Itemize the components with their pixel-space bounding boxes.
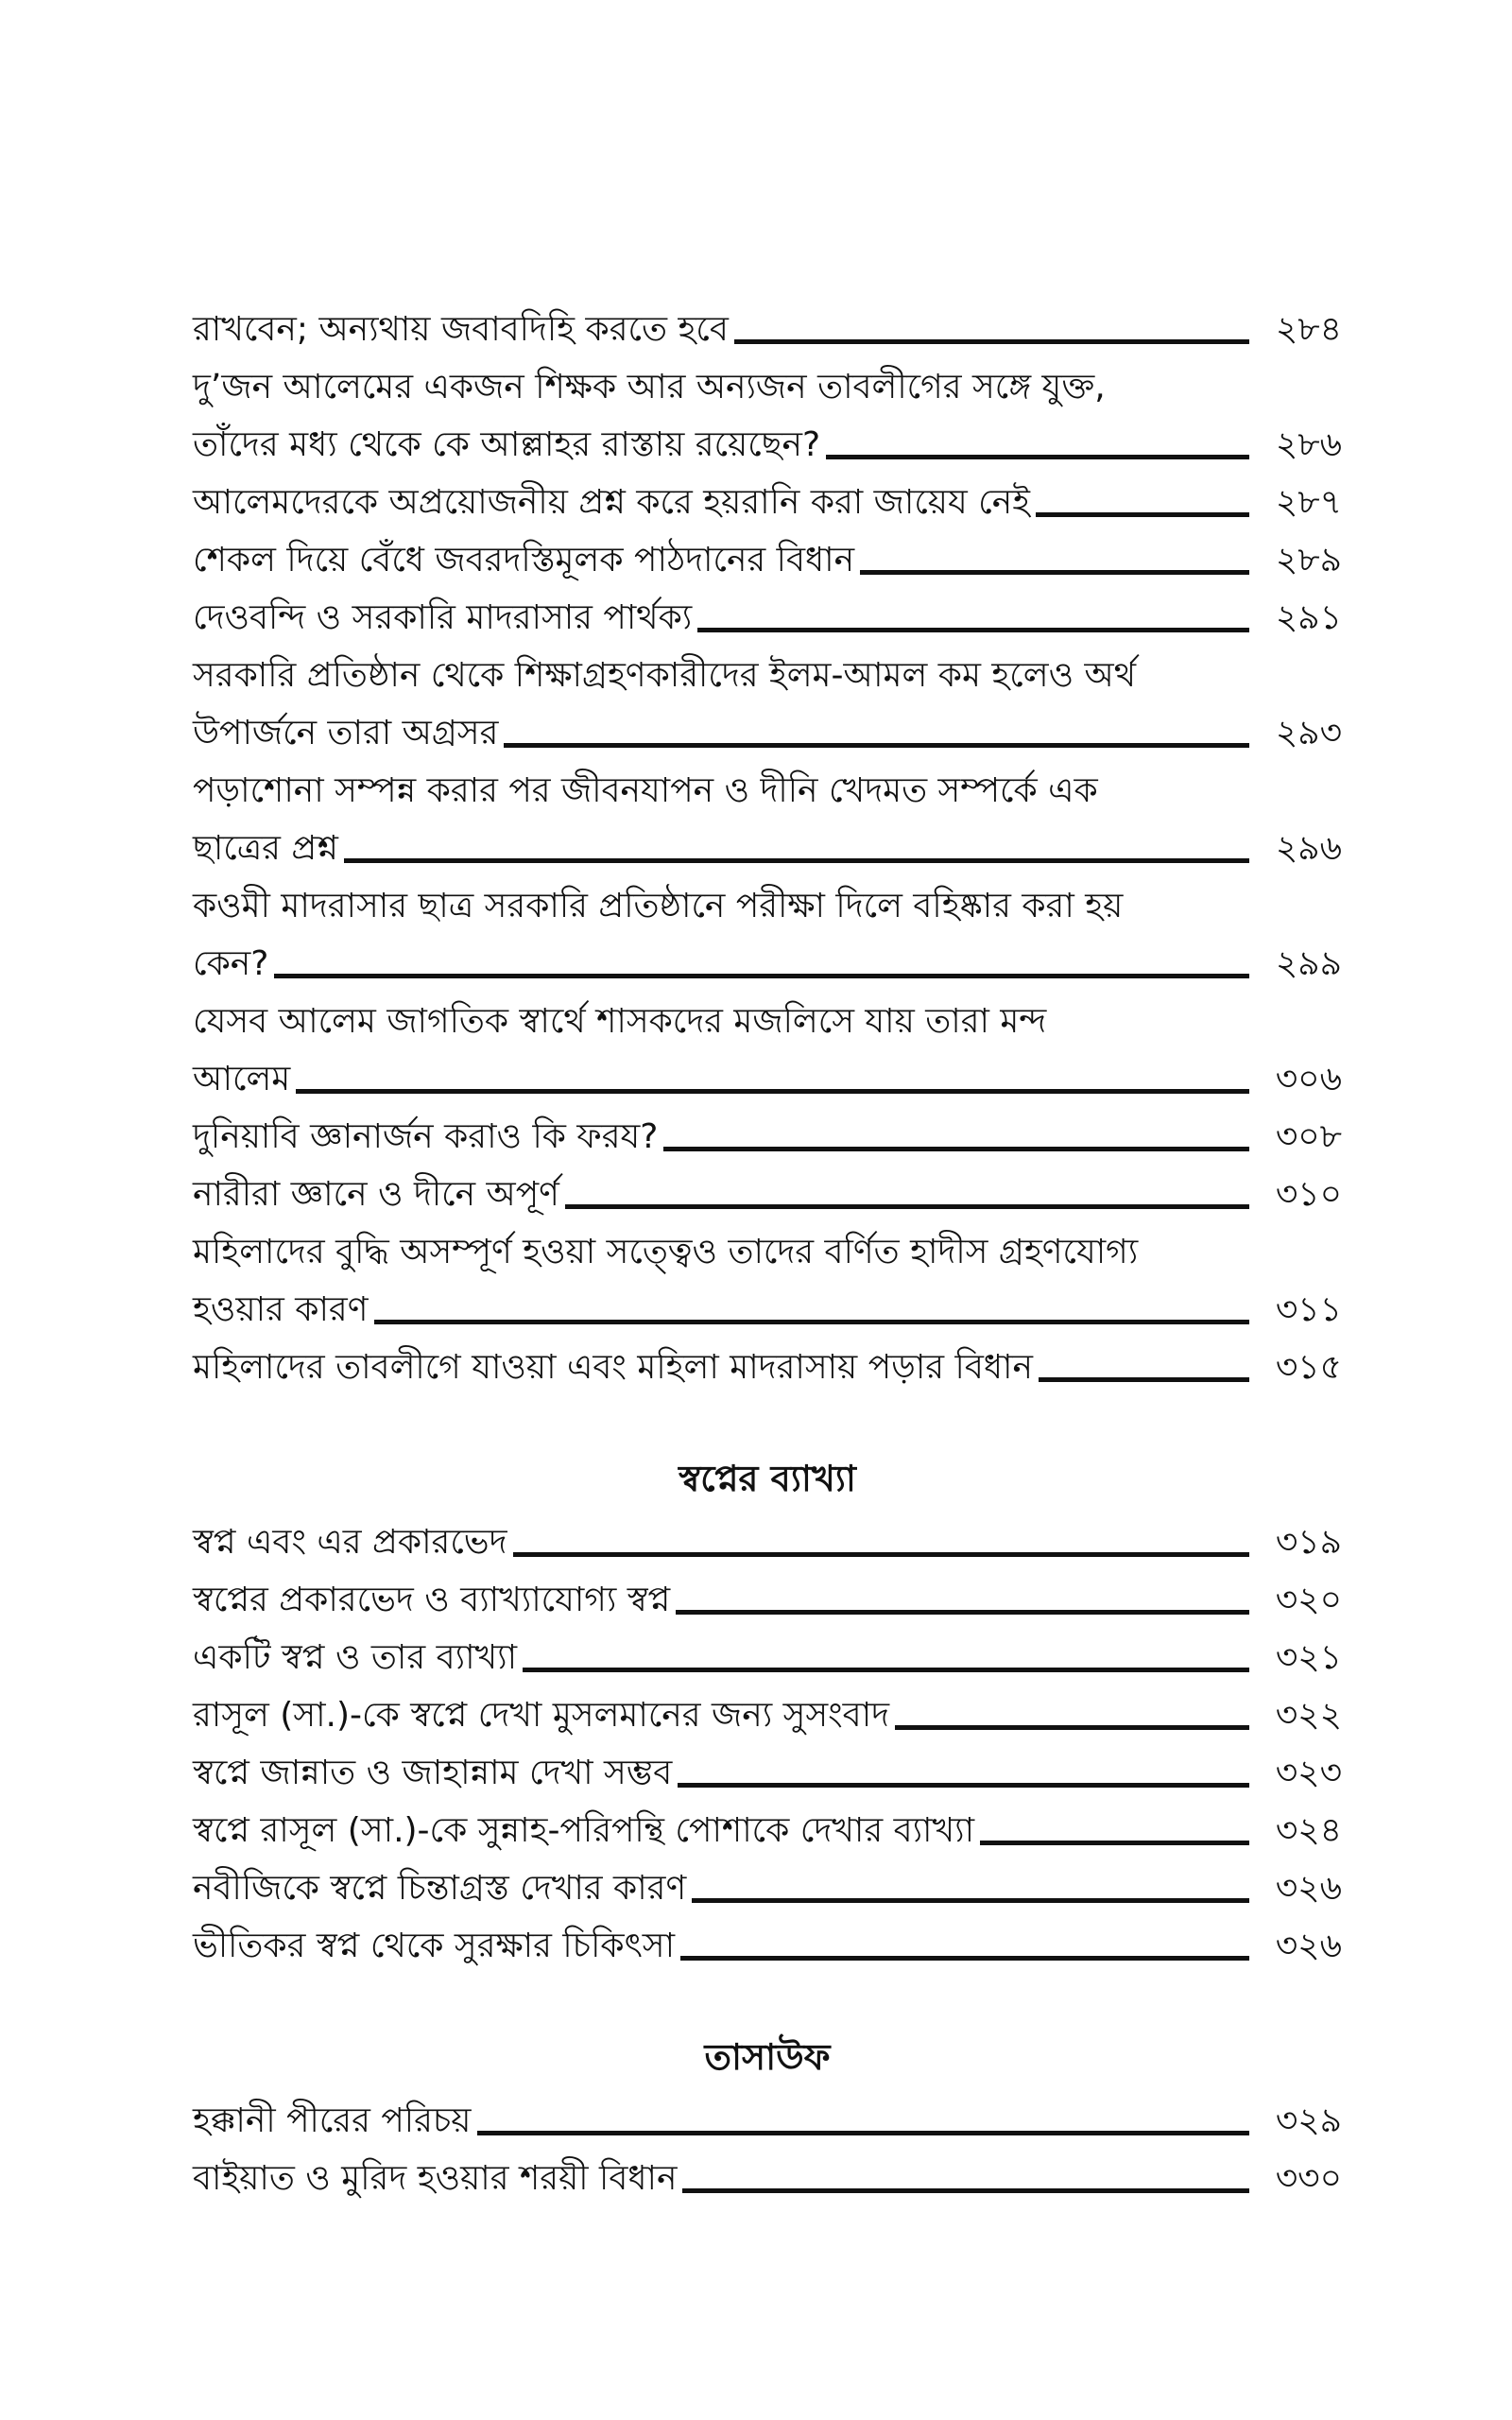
toc-entry-line <box>193 993 1342 1050</box>
page-number: ২৮৭ <box>1275 483 1342 522</box>
leader-line <box>477 2131 1249 2135</box>
leader-line <box>826 455 1249 459</box>
toc-entry-title: পড়াশোনা সম্পন্ন করার পর জীবনযাপন ও দীনি খেদমত সম্পর্কে এক <box>193 771 1098 810</box>
toc-entry <box>193 1917 1342 1975</box>
toc-entry-title: ভীতিকর স্বপ্ন থেকে সুরক্ষার চিকিৎসা <box>193 1927 676 1965</box>
page-number: ৩২৬ <box>1275 1869 1342 1908</box>
toc-entry <box>193 1629 1342 1686</box>
page-number: ৩২৩ <box>1275 1754 1342 1792</box>
section-title: স্বপ্নের ব্যাখ্যা <box>679 1458 856 1499</box>
leader-line <box>682 2188 1249 2193</box>
toc-entry <box>193 1571 1342 1629</box>
toc-entry-title: আলেমদেরকে অপ্রয়োজনীয় প্রশ্ন করে হয়রানি করা জায়েয নেই <box>193 483 1031 522</box>
leader-line <box>980 1841 1249 1845</box>
toc-entry-title: মহিলাদের বুদ্ধি অসম্পূর্ণ হওয়া সত্ত্বেও তাদের বর্ণিত হাদীস গ্রহণযোগ্য <box>193 1233 1139 1271</box>
page-number: ৩২৯ <box>1275 2101 1342 2140</box>
toc-entry-line <box>193 301 1342 358</box>
toc-entry-line <box>193 1166 1342 1223</box>
leader-line <box>680 1956 1249 1961</box>
toc-entry-line <box>193 1859 1342 1917</box>
leader-line <box>676 1610 1249 1615</box>
toc-entry-line <box>193 935 1342 993</box>
toc-entry-line <box>193 1802 1342 1859</box>
toc-entry-title: একটি স্বপ্ন ও তার ব্যাখ্যা <box>193 1638 518 1677</box>
page-number: ৩২৬ <box>1275 1927 1342 1965</box>
page-number: ২৮৬ <box>1275 425 1342 464</box>
toc-entry-line <box>193 1686 1342 1744</box>
toc-entry-line <box>193 877 1342 935</box>
toc-entry-title: দুনিয়াবি জ্ঞানার্জন করাও কি ফরয? <box>193 1117 659 1156</box>
toc-entry-line <box>193 1108 1342 1166</box>
leader-line <box>296 1089 1249 1094</box>
leader-line <box>513 1552 1249 1557</box>
toc-entry <box>193 1223 1342 1339</box>
toc-entry-line <box>193 531 1342 589</box>
page-number: ৩১০ <box>1275 1175 1342 1214</box>
leader-line <box>663 1147 1249 1151</box>
toc-entry-title: হওয়ার কারণ <box>193 1290 369 1329</box>
toc-entry-title: স্বপ্ন এবং এর প্রকারভেদ <box>193 1523 507 1562</box>
toc-entry-line <box>193 820 1342 877</box>
toc-entry <box>193 1108 1342 1166</box>
toc-entry-line <box>193 1917 1342 1975</box>
table-of-contents <box>193 301 1342 2207</box>
toc-entry-line <box>193 416 1342 474</box>
toc-entry-line <box>193 647 1342 704</box>
toc-entry-line <box>193 1050 1342 1108</box>
toc-entry-title: রাসূল (সা.)-কে স্বপ্নে দেখা মুসলমানের জন্য সুসংবাদ <box>193 1696 890 1735</box>
toc-entry <box>193 474 1342 531</box>
toc-entry <box>193 1339 1342 1396</box>
page-number: ২৯৬ <box>1275 829 1342 868</box>
toc-section <box>193 2022 1342 2207</box>
toc-entry-title: নবীজিকে স্বপ্নে চিন্তাগ্রস্ত দেখার কারণ <box>193 1869 687 1908</box>
toc-entry <box>193 1166 1342 1223</box>
toc-entry-line <box>193 762 1342 820</box>
leader-line <box>692 1898 1249 1903</box>
toc-section <box>193 301 1342 1396</box>
page-number: ৩৩০ <box>1275 2159 1342 2198</box>
toc-entry-line <box>193 1513 1342 1571</box>
toc-entry-title: কেন? <box>193 944 269 983</box>
toc-entry <box>193 2150 1342 2207</box>
toc-entry-title: স্বপ্নে জান্নাত ও জাহান্নাম দেখা সম্ভব <box>193 1754 673 1792</box>
leader-line <box>504 743 1249 748</box>
page-number: ৩২৪ <box>1275 1811 1342 1850</box>
toc-entry-title: কওমী মাদরাসার ছাত্র সরকারি প্রতিষ্ঠানে পরীক্ষা দিলে বহিষ্কার করা হয় <box>193 887 1124 925</box>
page-number: ২৯৯ <box>1275 944 1342 983</box>
toc-entry-title: ছাত্রের প্রশ্ন <box>193 829 338 868</box>
toc-entry-title: যেসব আলেম জাগতিক স্বার্থে শাসকদের মজলিসে যায় তারা মন্দ <box>193 1002 1047 1041</box>
leader-line <box>678 1783 1249 1788</box>
toc-entry-line <box>193 1281 1342 1339</box>
toc-entry-line <box>193 589 1342 647</box>
toc-entry <box>193 877 1342 993</box>
toc-entry-line <box>193 2150 1342 2207</box>
toc-entry <box>193 993 1342 1108</box>
toc-entry-line <box>193 2092 1342 2150</box>
page-number: ২৮৯ <box>1275 541 1342 579</box>
toc-entry-title: স্বপ্নে রাসূল (সা.)-কে সুন্নাহ-পরিপন্থি পোশাকে দেখার ব্যাখ্যা <box>193 1811 975 1850</box>
page-number: ২৯৩ <box>1275 714 1342 752</box>
leader-line <box>565 1204 1249 1209</box>
toc-entry <box>193 1859 1342 1917</box>
toc-entry <box>193 2092 1342 2150</box>
toc-entry-line <box>193 1744 1342 1802</box>
page-number: ২৯১ <box>1275 598 1342 637</box>
leader-line <box>1036 512 1249 517</box>
toc-entry-title: শেকল দিয়ে বেঁধে জবরদস্তিমূলক পাঠদানের বিধান <box>193 541 855 579</box>
leader-line <box>523 1668 1249 1672</box>
toc-entry-line <box>193 704 1342 762</box>
toc-entry <box>193 1686 1342 1744</box>
toc-entry-title: উপার্জনে তারা অগ্রসর <box>193 714 499 752</box>
toc-entry-line <box>193 1223 1342 1281</box>
toc-entry <box>193 589 1342 647</box>
page-number: ৩১১ <box>1275 1290 1342 1329</box>
toc-entry-line <box>193 1339 1342 1396</box>
page-number: ৩২০ <box>1275 1581 1342 1619</box>
leader-line <box>860 570 1249 575</box>
toc-entry <box>193 358 1342 474</box>
toc-entry-title: আলেম <box>193 1060 291 1098</box>
page-number: ৩১৯ <box>1275 1523 1342 1562</box>
toc-entry <box>193 1513 1342 1571</box>
toc-entry <box>193 762 1342 877</box>
toc-entry <box>193 1802 1342 1859</box>
toc-entry-title: বাইয়াত ও মুরিদ হওয়ার শরয়ী বিধান <box>193 2159 678 2198</box>
toc-entry-line <box>193 474 1342 531</box>
toc-entry-title: স্বপ্নের প্রকারভেদ ও ব্যাখ্যাযোগ্য স্বপ্ন <box>193 1581 671 1619</box>
toc-entry-title: তাঁদের মধ্য থেকে কে আল্লাহর রাস্তায় রয়েছেন? <box>193 425 821 464</box>
toc-entry-title: নারীরা জ্ঞানে ও দীনে অপূর্ণ <box>193 1175 559 1214</box>
toc-entry-title: মহিলাদের তাবলীগে যাওয়া এবং মহিলা মাদরাসায় পড়ার বিধান <box>193 1348 1033 1387</box>
toc-entry-title: দু’জন আলেমের একজন শিক্ষক আর অন্যজন তাবলীগের সঙ্গে যুক্ত, <box>193 368 1106 406</box>
page-number: ৩২১ <box>1275 1638 1342 1677</box>
toc-entry-title: দেওবন্দি ও সরকারি মাদরাসার পার্থক্য <box>193 598 693 637</box>
toc-entry <box>193 301 1342 358</box>
leader-line <box>895 1725 1249 1730</box>
toc-entry <box>193 531 1342 589</box>
leader-line <box>734 339 1249 344</box>
toc-entry-title: সরকারি প্রতিষ্ঠান থেকে শিক্ষাগ্রহণকারীদের ইলম-আমল কম হলেও অর্থ <box>193 656 1137 695</box>
toc-entry-title: হক্কানী পীরের পরিচয় <box>193 2101 472 2140</box>
leader-line <box>344 858 1249 863</box>
page-number: ৩১৫ <box>1275 1348 1342 1387</box>
toc-entry-line <box>193 358 1342 416</box>
leader-line <box>374 1320 1250 1324</box>
toc-entry-line <box>193 1629 1342 1686</box>
page-number: ৩০৬ <box>1275 1060 1342 1098</box>
page-number: ৩০৮ <box>1275 1117 1342 1156</box>
toc-entry-line <box>193 1571 1342 1629</box>
leader-line <box>1039 1377 1249 1382</box>
toc-entry-title: রাখবেন; অন্যথায় জবাবদিহি করতে হবে <box>193 310 729 349</box>
toc-section <box>193 1443 1342 1975</box>
page-number: ৩২২ <box>1275 1696 1342 1735</box>
leader-line <box>274 974 1249 978</box>
leader-line <box>697 628 1249 632</box>
page-number: ২৮৪ <box>1275 310 1342 349</box>
section-title: তাসাউফ <box>704 2036 831 2078</box>
toc-entry <box>193 647 1342 762</box>
toc-entry <box>193 1744 1342 1802</box>
